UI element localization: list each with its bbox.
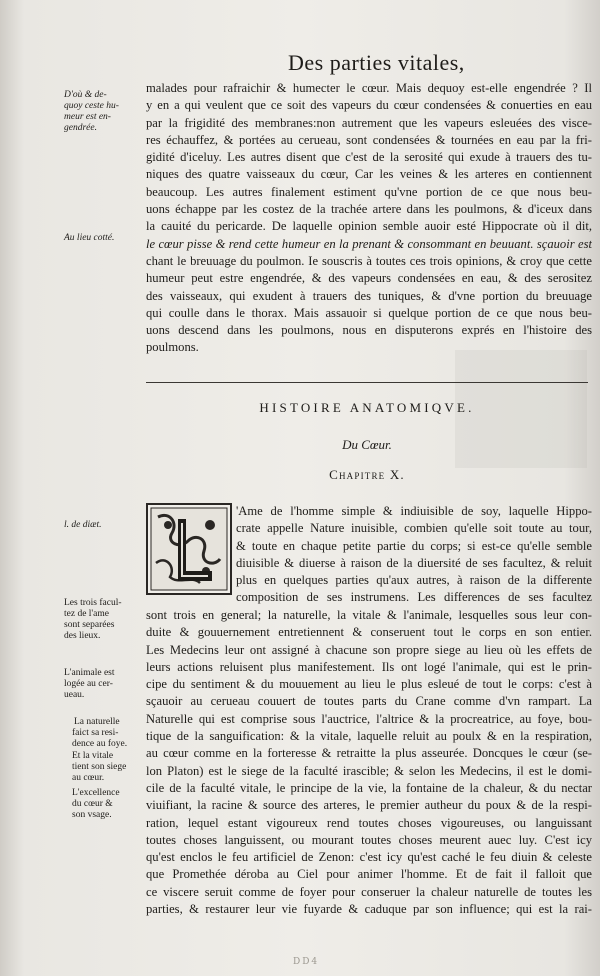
- text-line: ce viscere seruit comme de foyer pour conseruer la chaleur naturelle de toutes les: [146, 884, 592, 899]
- text-line: humeur peut estre engendrée, & des vapeurs condensées en eau, & des serositez: [146, 271, 592, 286]
- text-line: beaucoup. Les autres finalement estiment qu'vne portion de ce que nous beu-: [146, 184, 592, 199]
- chapter-heading: [146, 467, 588, 483]
- text-line: 'Ame de l'homme simple & indiuisible de soy, laquelle Hippo-: [236, 504, 592, 518]
- text-line: crate appelle Nature inuisible, combien qu'elle soit toute au tour,: [236, 521, 592, 536]
- text-line: ration, lequel estant vigoureux rend toutes choses vigoureuses, ou languissant: [146, 815, 592, 830]
- margin-note-line: ueau.: [64, 690, 85, 700]
- text-line: uons échappe par les costez de la trachée artere dans les poulmons, & d'iceux dans: [146, 202, 592, 217]
- section-title: HISTOIRE ANATOMIQVE.: [259, 400, 475, 415]
- text-line: lon Platon) est le siege de la faculté irascible; & selon les Medecins, il est le domi-: [146, 763, 592, 778]
- text-line: le cœur pisse & rend cette humeur en la prenant & consommant en beuuant. sçauoir est: [146, 236, 592, 251]
- text-line: res échauffez, & portées au cerueau, sont condensées & tournées en eau par la fri-: [146, 132, 592, 147]
- signature-mark: DD4: [293, 957, 320, 967]
- margin-note-line: meur est en-: [64, 112, 111, 122]
- text-line: toutes choses languissent, ou mourant toutes choses meurent auec luy. C'est icy: [146, 832, 592, 847]
- margin-note-line: l. de diæt.: [64, 520, 102, 530]
- text-line: tique de la sanguification: & la vitale, laquelle reluit au poulx & en la respiration,: [146, 729, 592, 744]
- text-line: Naturelle qui est comprise sous l'auctrice, l'altrice & la procreatrice, au foye, bou-: [146, 711, 592, 726]
- text-line: plus en quelques parties qu'aux autres, à raison de la differente: [236, 573, 592, 588]
- section-rule: [146, 382, 588, 383]
- section-subtitle: Du Cœur.: [342, 437, 392, 452]
- text-line: par la frigidité des membranes:non autrement que les vapeurs esleuées des visce-: [146, 115, 592, 130]
- margin-note-line: dence au foye.: [72, 739, 128, 749]
- margin-note-line: logée au cer-: [64, 679, 113, 689]
- text-line: parties, & restaurer leur vie fuyarde & caduque par son influence; qui est la rai-: [146, 902, 592, 917]
- margin-note-line: au cœur.: [72, 773, 105, 783]
- margin-note-line: La naturelle: [74, 717, 120, 727]
- text-line: que Promethée déroba au Ciel pour animer l'homme. Et de fait il falloit que: [146, 867, 592, 882]
- top-paragraph: [146, 80, 592, 357]
- margin-note-line: son vsage.: [72, 810, 112, 820]
- text-line: diuisible & diuerse à raison de la diuersité de ses facultez, & reluit: [236, 555, 592, 570]
- margin-note-line: quoy ceste hu-: [64, 101, 119, 111]
- margin-note-line: des lieux.: [64, 631, 101, 641]
- text-line: la cauité du pericarde. De laquelle opinion semble auoir esté Hippocrate où il dit,: [146, 219, 592, 234]
- text-line: cipe du sentiment & du mouuement au lieu le plus esleué de tout le corps: c'est à: [146, 677, 592, 692]
- text-line: poulmons.: [146, 340, 199, 355]
- text-line: sçauoir au cerueau couuert de toutes parts du Crane comme d'vn rampart. La: [146, 694, 592, 709]
- text-line: viuifiant, la racine & source des arteres, le premier autheur du poux & de la respi-: [146, 798, 592, 813]
- text-line: uons descend dans les poulmons, nous en disputerons exprés en l'histoire des: [146, 323, 592, 338]
- margin-note-line: faict sa resi-: [72, 728, 119, 738]
- margin-note-line: tez de l'ame: [64, 609, 109, 619]
- text-line: qui coulle dans le thorax. Mais assauoir si quelque portion de ce que nous beu-: [146, 305, 592, 320]
- text-line: au cœur comme en la forteresse & retraitte la plus asseurée. Doncques le cœur (se-: [146, 746, 592, 761]
- margin-note-line: tient son siege: [72, 762, 127, 772]
- text-line: malades pour rafraichir & humecter le cœur. Mais dequoy est-elle engendrée ? Il: [146, 81, 592, 95]
- margin-note-line: gendrée.: [64, 123, 97, 133]
- text-line: cile de la faculté vitale, le principe de la vie, la fontaine de la chaleur, & du nectar: [146, 780, 592, 795]
- text-line: composition de ses instrumens. Les differences de ses facultez: [236, 590, 592, 605]
- initial-l-ornament-icon: [148, 505, 230, 593]
- margin-note-line: Et la vitale: [72, 751, 114, 761]
- chapter-text: [146, 607, 592, 918]
- decorated-initial: [146, 503, 232, 595]
- text-line: sont trois en general; la naturelle, la vitale & l'animale, lesquelles sous leur con-: [146, 608, 592, 622]
- text-line: qu'est enclos le feu artificiel de Zenon: c'est icy qu'est caché le feu diuin & celeste: [146, 850, 592, 865]
- margin-note-line: L'animale est: [64, 668, 115, 678]
- text-line: leurs actions reluisent plus manifestement. Ils ont logé l'animale, qui est le prin-: [146, 659, 592, 674]
- chapter-word: Chapitre: [329, 467, 386, 482]
- text-line: chant le breuuage du poulmon. Ie souscris à toutes ces trois opinions, & croy que cette: [146, 253, 592, 268]
- text-line: gidité d'iceluy. Les autres disent que c'est de la serosité qui exude à trauers des tu-: [146, 150, 592, 165]
- running-head: Des parties vitales,: [288, 50, 465, 75]
- text-line: des vaisseaux, qui exudent à trauers des tuniques, & d'vne portion du breuuage: [146, 288, 592, 303]
- chapter-text-indented: [236, 503, 592, 607]
- text-line: niques des quatre vaisseaux du cœur, Car les veines & les arteres en contiennent: [146, 167, 592, 182]
- margin-note-cotte: Au lieu cotté.: [64, 233, 115, 243]
- margin-note-line: D'où & de-: [64, 90, 107, 100]
- margin-note-line: Les trois facul-: [64, 598, 122, 608]
- margin-note-line: du cœur &: [72, 799, 113, 809]
- margin-note-line: sont separées: [64, 620, 115, 630]
- chapter-numeral: X.: [389, 467, 405, 482]
- text-line: & toute en chaque petite partie du corps; si est-ce qu'elle semble: [236, 538, 592, 553]
- text-line: Les Medecins leur ont assigné à chacune son propre siege au lieu où les effets de: [146, 642, 592, 657]
- text-line: duite & gouuernement entretiennent & conseruent tout le corps en son entier.: [146, 625, 592, 640]
- margin-note-line: L'excellence: [72, 788, 120, 798]
- text-line: y en a qui veulent que ce soit des vapeurs du cœur condensées & conuerties en eau: [146, 98, 592, 113]
